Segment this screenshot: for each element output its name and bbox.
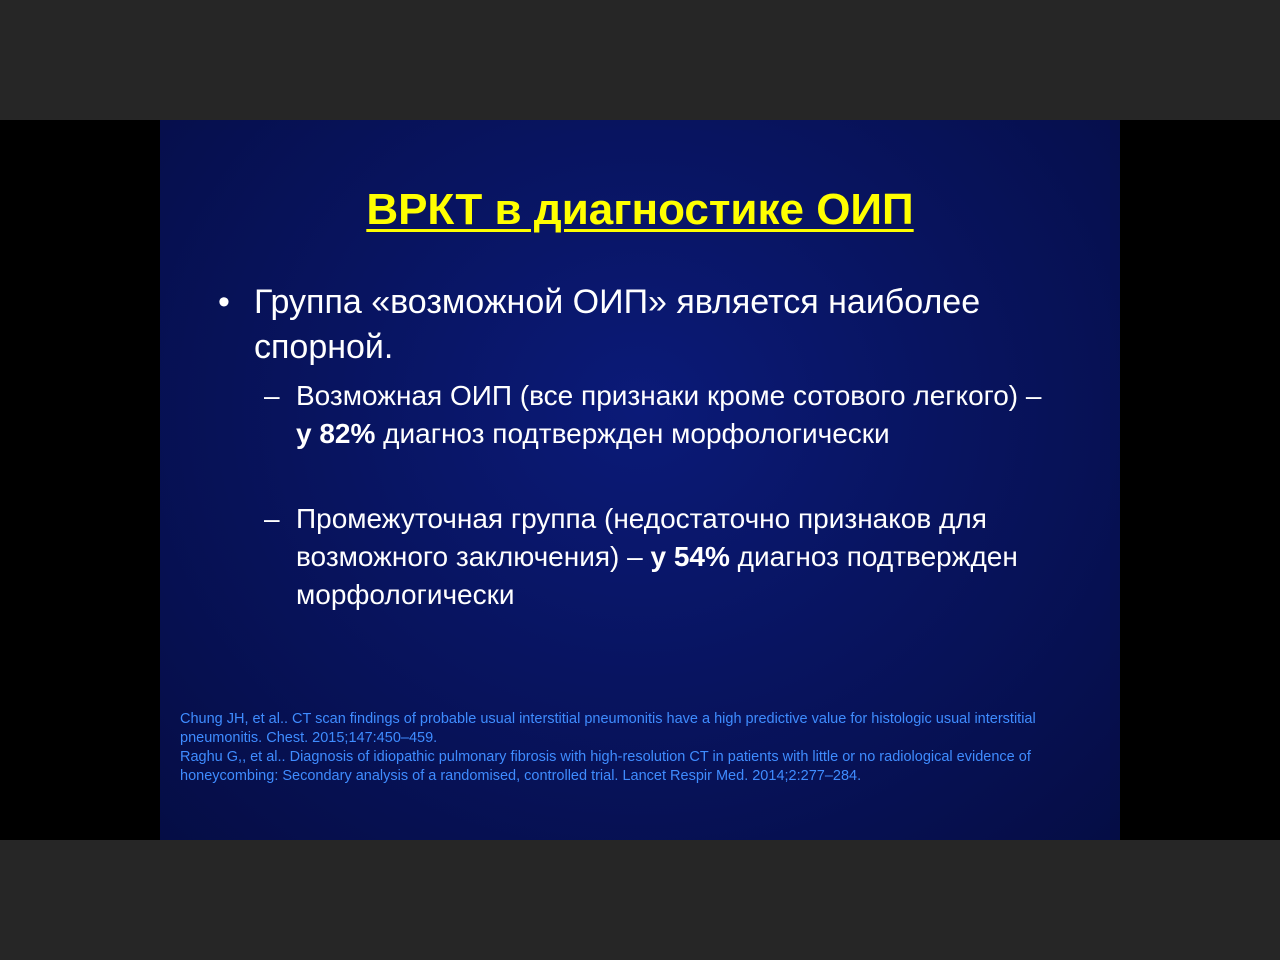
- subbullet-text-after: диагноз подтвержден морфологически: [296, 541, 1018, 610]
- bullet-marker: •: [218, 283, 230, 321]
- reference-raghu: Raghu G,, et al.. Diagnosis of idiopathic pulmonary fibrosis with high-resolution CT in patients with little or no radiological evidence of honeycombing: Secondary analysis of a randomised, controlled trial. Lancet Respir Med. 2014;2:277–284.: [180, 749, 1031, 784]
- subbullet-marker: –: [264, 380, 280, 411]
- slide-stage: [0, 120, 1280, 840]
- viewer-bottom-bar: [0, 840, 1280, 960]
- references: [180, 710, 1080, 786]
- slide: [160, 120, 1120, 840]
- subbullet-text-before: Возможная ОИП (все признаки кроме сотового легкого) –: [296, 380, 1042, 411]
- subbullet-text: [296, 500, 1046, 614]
- subbullet-text-before: Промежуточная группа (недостаточно признаков для возможного заключения) –: [296, 503, 987, 572]
- subbullet-marker: –: [264, 503, 280, 534]
- subbullet-percentage: у 54%: [650, 541, 730, 572]
- subbullet-percentage: у 82%: [296, 418, 376, 449]
- reference-chung: Chung JH, et al.. CT scan findings of probable usual interstitial pneumonitis have a high predictive value for histologic usual interstitial pneumonitis. Chest. 2015;147:450–459.: [180, 711, 1036, 746]
- subbullet-text: [296, 377, 1046, 453]
- main-bullet-text: Группа «возможной ОИП» является наиболее спорной.: [254, 283, 981, 366]
- viewer-top-bar: [0, 0, 1280, 120]
- slide-title: ВРКТ в диагностике ОИП: [366, 185, 914, 234]
- subbullet-text-after: диагноз подтвержден морфологически: [375, 418, 890, 449]
